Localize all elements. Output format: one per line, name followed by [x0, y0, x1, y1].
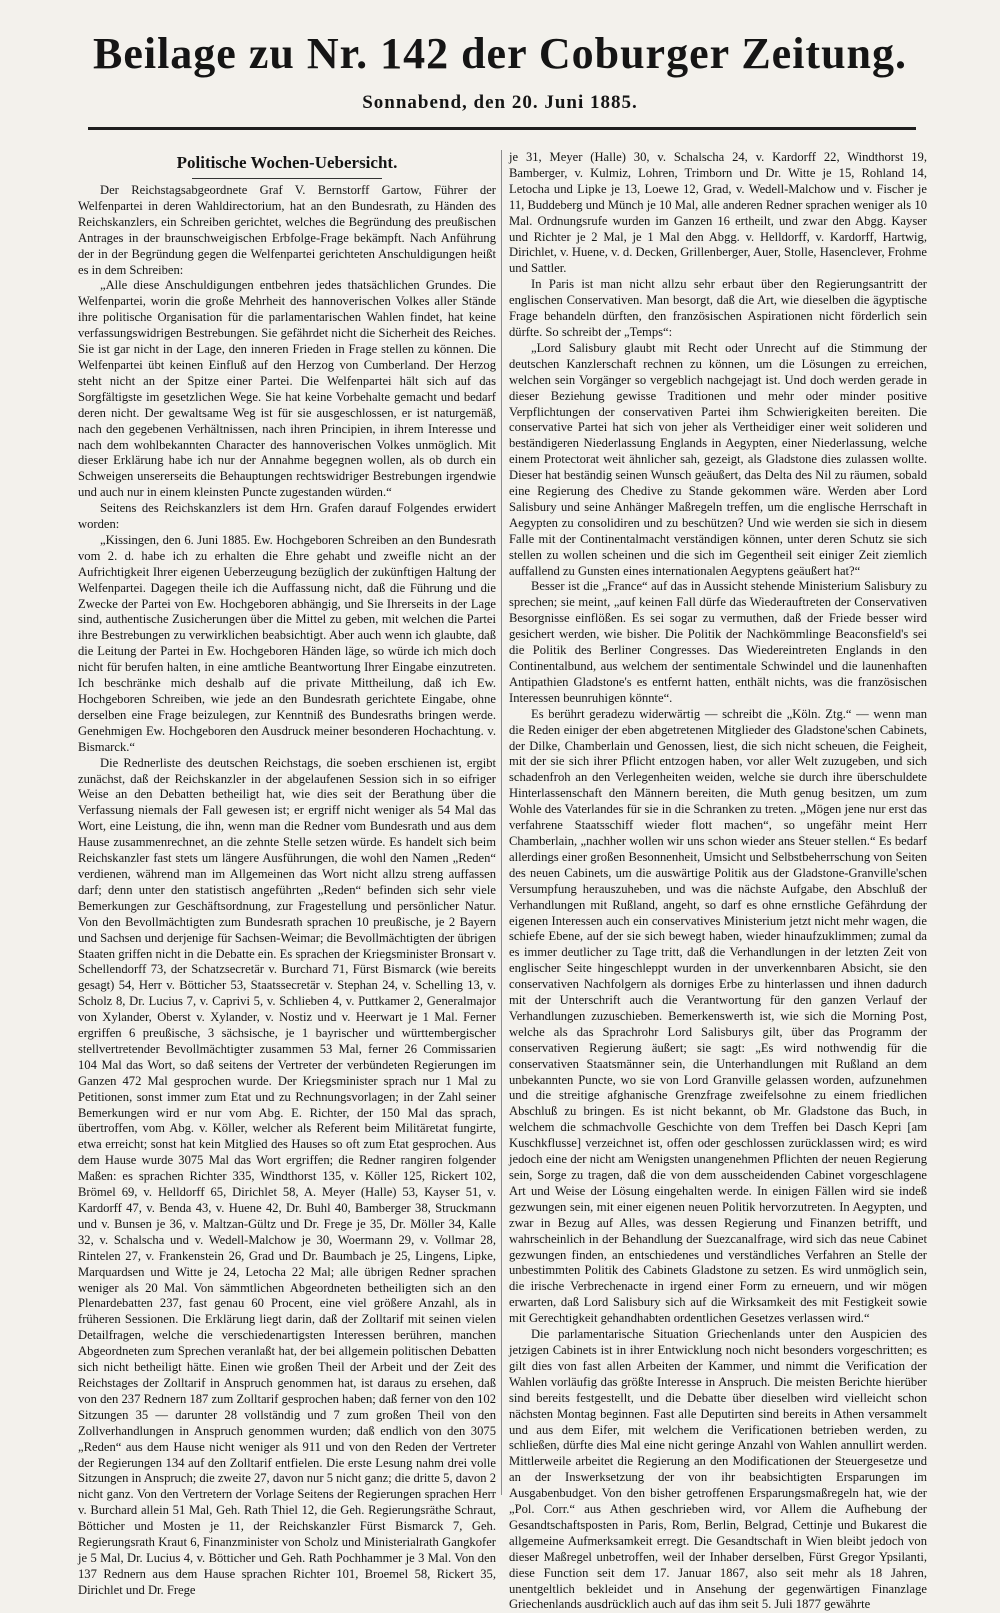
masthead-date: Sonnabend, den 20. Juni 1885. [362, 92, 638, 113]
article-paragraph: Seitens des Reichskanzlers ist dem Hrn. Grafen darauf Folgendes erwidert worden: [78, 501, 496, 532]
column-divider [501, 150, 502, 1495]
article-paragraph: „Alle diese Anschuldigungen entbehren jedes thatsächlichen Grundes. Die Welfenpartei, worin die große Mehrheit des hannoverischen Volkes aller Stände ihre politische Organisation für die parlamentarischen Wahlen findet, hat keine verfassungswidrigen Bestrebungen. Sie gefährdet nicht die Sicherheit des Reiches. Sie ist gar nicht in der Lage, den inneren Frieden in Frage stellen zu können. Die Welfenpartei übt keinen Einfluß auf den Herzog von Cumberland. Der Herzog steht nicht an der Spitze einer Partei. Die Welfenpartei hält sich auf das Sorgfältigste im gesetzlichen Wege. Sie hat keine Vorbehalte gemacht und bedarf deren nicht. Der gewaltsame Weg ist für sie ausgeschlossen, er ist naturgemäß, nach den gegebenen Verhältnissen, nach ihren Principien, in ihrem Interesse und nach dem wohlbekannten Character des hannoverischen Volkes unmöglich. Mit dieser Erklärung habe ich nur der Annahme begegnen wollen, als ob durch ein Schweigen unsererseits die Behauptungen rechtswidriger Bestrebungen irgendwie und auch nur in einem kleinsten Puncte zugestanden würden.“ [78, 278, 496, 500]
article-paragraph: Besser ist die „France“ auf das in Aussicht stehende Ministerium Salisbury zu sprechen; sie meint, „auf keinen Fall dürfe das Wiederauftreten der Conservativen Besorgnisse einflößen. Es sei sogar zu vermuthen, daß der Friede besser wird gesichert werden, wie bisher. Die Politik der Nachkömmlinge Beaconsfield's sei die Politik des Berliner Congresses. Das Wiedereintreten Englands in den Continentalbund, aus welchem der sentimentale Schwindel und die launenhaften Antipathien Gladstone's es entfernt hatten, enthält nichts, was die französischen Interessen beunruhigen könnte“. [509, 579, 927, 705]
article-paragraph: Der Reichstagsabgeordnete Graf V. Bernstorff Gartow, Führer der Welfenpartei in deren Wahldirectorium, hat an den Bundesrath, zu Händen des Reichskanzlers, ein Schreiben gerichtet, welches die Begründung des preußischen Antrages in der braunschweigischen Erbfolge-Frage bekämpft. Nach Anführung der in der Begründung gegen die Welfenpartei gerichteten Anschuldigungen heißt es in dem Schreiben: [78, 183, 496, 277]
section-heading: Politische Wochen-Uebersicht. [176, 153, 398, 172]
article-paragraph: „Kissingen, den 6. Juni 1885. Ew. Hochgeboren Schreiben an den Bundesrath vom 2. d. habe ich zu erhalten die Ehre gehabt und zweifle nicht an der Aufrichtigkeit Ihrer eigenen Ueberzeugung bezüglich der zukünftigen Haltung der Welfenpartei. Dagegen theile ich die Auffassung nicht, daß die Führung und die Zwecke der Partei von Ew. Hochgeboren abhängig, und Sie Ihrerseits in der Lage sind, authentische Zusicherungen über die Mittel zu geben, mit welchen die Partei ihre Bestrebungen zu verwirklichen beabsichtigt. Aber auch wenn ich glaubte, daß die Leitung der Partei in Ew. Hochgeboren Händen läge, so würde ich mich doch nicht für berufen halten, in eine amtliche Beantwortung Ihrer Eingabe einzutreten. Ich beschränke mich deshalb auf die private Mittheilung, daß ich Ew. Hochgeboren Schreiben, wie jede an den Bundesrath gerichtete Eingabe, ohne derselben eine Frage beizulegen, zur Kenntniß des Bundesraths bringen werde. Genehmigen Ew. Hochgeboren den Ausdruck meiner besonderen Hochachtung. v. Bismarck.“ [78, 532, 496, 754]
article-paragraph: je 31, Meyer (Halle) 30, v. Schalscha 24, v. Kardorff 22, Windthorst 19, Bamberger, v. Kulmiz, Lohren, Trimborn und Dr. Witte je 15, Rohland 14, Letocha und Lipke je 13, Loewe 12, Grad, v. Wedell-Malchow und v. Fischer je 11, Buddeberg und Münch je 10 Mal, alle anderen Redner sprachen weniger als 10 Mal. Ordnungsrufe wurden im Ganzen 16 ertheilt, und zwar den Abgg. Kayser und Richter je 2 Mal, je 1 Mal den Abgg. v. Helldorff, v. Kardorff, Hartwig, Dirichlet, v. Huene, v. d. Decken, Grillenberger, Auer, Stolle, Hasenclever, Frohme und Sattler. [509, 150, 927, 276]
article-paragraph: Es berührt geradezu widerwärtig — schreibt die „Köln. Ztg.“ — wenn man die Reden einiger der eben abgetretenen Mitglieder des Gladstone'schen Cabinets, der Dilke, Chamberlain und Genossen, liest, die sich nicht scheuen, die Feigheit, mit der sie sich ihrer Pflicht entzogen haben, vor aller Welt zuzugeben, und sich schadenfroh an den Verlegenheiten weiden, welche sie durch ihre überschuldete Hinterlassenschaft den Männern bereiten, die Muth genug besitzen, um zum Wohle des Vaterlandes für sie in die Schranken zu treten. „Mögen jene nur erst das verfahrene Staatsschiff wieder flott machen“, so ungefähr meint Herr Chamberlain, „nachher wollen wir uns schon wieder ans Steuer stellen.“ Es bedarf allerdings einer großen Besonnenheit, Umsicht und Selbstbeherrschung von Seiten des neuen Cabinets, um die auswärtige Politik aus der Gladstone-Granville'schen Versumpfung herauszuheben, und was die nächste Aufgabe, den Abschluß der Verhandlungen mit Rußland, angeht, so darf es ohne ernstliche Gefährdung der eigenen Interessen auch ein conservatives Ministerium jetzt nicht mehr wagen, die schiefe Ebene, auf der sie sich bewegt haben, wieder hinaufzuklimmen; zumal da es immer deutlicher zu Tage tritt, daß die Verhandlungen in der letzten Zeit von englischer Seite hingeschleppt wurden in der unverkennbaren Absicht, sie den conservativen Nachfolgern als dorniges Erbe zu hinterlassen und ihnen dadurch mit der Unterschrift auch die Verantwortung für den ganzen Verlauf der Verhandlungen zuzuschieben. Bemerkenswerth ist, wie sich die Morning Post, welche als das Sprachrohr Lord Salisburys gilt, über das Programm der conservativen Regierung äußert; sie sagt: „Es wird nothwendig für die conservativen Staatsmänner sein, die Unterhandlungen mit Rußland an dem unbekannten Puncte, wo sie von Lord Granville gelassen worden, aufzunehmen und die streitige afghanische Grenzfrage zweifelsohne zu einem friedlichen Abschluß zu bringen. Es ist nicht bekannt, ob Mr. Gladstone das Buch, in welchem die schmachvolle Geschichte von dem Treffen bei Dasch Kepri [am Kuschkflusse] verzeichnet ist, offen oder geschlossen zurücklassen wird; es wird jedoch eine der nicht am Wenigsten unangenehmen Pflichten der neuen Regierung sein, Sorge zu tragen, daß die von dem ausscheidenden Cabinet vorgeschlagene Art und Weise der Lösung eingehalten werde. In einigen Fällen wird sie indeß gezwungen sein, mit einer eigenen neuen Politik hervorzutreten. In Aegypten, und zwar in Bezug auf Alles, was dessen Regierung und Finanzen betrifft, und wahrscheinlich in der Behandlung der Suezcanalfrage, wird sich das neue Cabinet gezwungen finden, an entschiedenes und verständliches Verfahren an Stelle der unbestimmten Politik des Cabinets Gladstone zu setzen. Es wird unmöglich sein, die irische Verbrechenacte in irgend einer Form zu erneuern, und wir mögen erwarten, daß Lord Salisbury sich auf die Wirksamkeit des mit Festigkeit sowie mit Gerechtigkeit gehandhabten ordentlichen Gesetzes verlassen wird.“ [509, 706, 927, 1326]
masthead-rule [88, 127, 916, 130]
right-column [509, 150, 927, 1612]
article-paragraph: „Lord Salisbury glaubt mit Recht oder Unrecht auf die Stimmung der deutschen Kanzlerschaft rechnen zu können, um die Lösungen zu erreichen, welchen sein Vorgänger so vergeblich nachgejagt ist. Und doch werden gerade in dieser Beziehung gewisse Traditionen und mehr oder minder positive Verpflichtungen der conservativen Partei ihm Schwierigkeiten bereiten. Die conservative Partei hat sich von jeher als Vertheidiger einer weit solideren und beständigeren Niederlassung Englands in Aegypten, einer Niederlassung, welche einem Protectorat weit ähnlicher sah, gezeigt, als Gladstone dies zulassen wollte. Dieser hat beständig seinen Wunsch geäußert, das Delta des Nil zu räumen, sobald eine Regierung des Chedive zu Stande gekommen wäre. Werden aber Lord Salisbury und seine Anhänger Maßregeln treffen, um die englische Herrschaft in Aegypten zu consolidiren und zu beschützen? Und wie werden sie sich in diesem Falle mit der Continentalmacht verständigen können, unter deren Schutz sie sich stellen zu wollen scheinen und die sich im Gegentheil seit einiger Zeit ziemlich auffallend zu Gunsten eines internationalen Aegyptens geäußert hat?“ [509, 340, 927, 578]
heading-rule [192, 178, 382, 179]
article-paragraph: In Paris ist man nicht allzu sehr erbaut über den Regierungsantritt der englischen Conservativen. Man besorgt, daß die Art, wie dieselben die ägyptische Frage behandeln dürften, den französischen Aspirationen nicht förderlich sein dürfte. So schreibt der „Temps“: [509, 277, 927, 339]
left-column [78, 150, 496, 1597]
masthead-title: Beilage zu Nr. 142 der Coburger Zeitung. [92, 29, 908, 78]
article-paragraph: Die parlamentarische Situation Griechenlands unter den Auspicien des jetzigen Cabinets ist in ihrer Entwicklung noch nicht besonders vorgeschritten; es gilt dies von fast allen Arbeiten der Kammer, und nimmt die Verification der Wahlen vorläufig das größte Interesse in Anspruch. Die meisten Berichte hierüber sind bereits festgestellt, und die Debatte über dieselben wird vielleicht schon nächsten Montag beginnen. Fast alle Deputirten sind bereits in Athen versammelt und aus dem Eifer, mit welchem die Verificationen betrieben werden, zu schließen, dürfte dies Mal eine nicht geringe Anzahl von Wahlen annullirt werden. Mittlerweile arbeitet die Regierung an den Modificationen der Steuergesetze und an der Inswerksetzung der von ihr beabsichtigten Ersparungen im Ausgabenbudget. Von den bisher getroffenen Ersparungsmaßregeln hat, wie der „Pol. Corr.“ aus Athen geschrieben wird, vor Allem die Aufhebung der Gesandtschaftsposten in Paris, Rom, Berlin, Belgrad, Cettinje und Bukarest die allgemeine Aufmerksamkeit erregt. Die Gesandtschaft in Wien bleibt jedoch von dieser Maßregel unbetroffen, weil der Inhaber derselben, Fürst Gregor Ypsilanti, diese Function seit dem 17. Januar 1867, also seit mehr als 18 Jahren, unentgeltlich bekleidet und in Ansehung der gegenwärtigen Finanzlage Griechenlands ausdrücklich auch auf das ihm seit 5. Juli 1877 gewährte [509, 1327, 927, 1612]
article-paragraph: Die Rednerliste des deutschen Reichstags, die soeben erschienen ist, ergibt zunächst, daß der Reichskanzler in der abgelaufenen Session sich in so eifriger Weise an den Debatten betheiligt hat, wie dies seit der Berathung über die Verfassung niemals der Fall gewesen ist; er ergriff nicht weniger als 54 Mal das Wort, eine Leistung, die ihn, wenn man die Redner vom Bundesrath und aus dem Hause zusammenrechnet, an die zehnte Stelle setzen würde. Es handelt sich beim Reichskanzler fast stets um längere Ausführungen, die wohl den Namen „Reden“ verdienen, während man im Allgemeinen das Wort nicht allzu streng auffassen darf; denn unter den statistisch angeführten „Reden“ befinden sich sehr viele Bemerkungen zur Geschäftsordnung, zur Fragestellung und persönlicher Natur. Von den Bevollmächtigten zum Bundesrath sprachen 10 preußische, je 2 Bayern und Sachsen und derjenige für Sachsen-Weimar; die Bevollmächtigten der übrigen Staaten griffen nicht in die Debatte ein. Es sprachen der Kriegsminister Bronsart v. Schellendorff 73, der Schatzsecretär v. Burchard 71, Fürst Bismarck (wie bereits gesagt) 54, Herr v. Bötticher 53, Staatssecretär v. Stephan 24, v. Schelling 13, v. Scholz 8, Dr. Lucius 7, v. Caprivi 5, v. Schlieben 4, v. Puttkamer 2, Generalmajor von Xylander, Oberst v. Xylander, v. Nostiz und v. Heerwart je 1 Mal. Ferner ergriffen 6 preußische, 3 sächsische, je 1 bayrischer und württembergischer stellvertretender Bevollmächtigter zusammen 53 Mal, ferner 26 Commissarien 104 Mal das Wort, so daß seitens der Vertreter der verbündeten Regierungen im Ganzen 472 Mal gesprochen wurde. Der Kriegsminister sprach nur 1 Mal zu Petitionen, sonst immer zum Etat und zu Rechnungsvorlagen; in der Zahl seiner Bemerkungen wird er nur vom Abg. E. Richter, der 150 Mal das sprach, übertroffen, vom Abg. v. Köller, welcher als Referent beim Militäretat fungirte, etwa erreicht; sonst hat kein Mitglied des Hauses so oft zum Etat gesprochen. Aus dem Hause wurde 3075 Mal das Wort ergriffen; die Redner rangiren folgender Maßen: es sprachen Richter 335, Windthorst 135, v. Köller 125, Rickert 102, Brömel 69, v. Helldorff 65, Dirichlet 58, A. Meyer (Halle) 53, Kayser 51, v. Kardorff 47, v. Benda 43, v. Huene 42, Dr. Buhl 40, Bamberger 38, Struckmann und v. Bunsen je 36, v. Maltzan-Gültz und Dr. Frege je 35, Dr. Möller 34, Kalle 32, v. Schalscha und v. Wedell-Malchow je 30, Woermann 29, v. Vollmar 28, Rintelen 27, v. Frankenstein 26, Grad und Dr. Baumbach je 25, Lingens, Lipke, Marquardsen und Witte je 24, Letocha 22 Mal; alle übrigen Redner sprachen weniger als 20 Mal. Von sämmtlichen Abgeordneten betheiligten sich an den Plenardebatten 237, fast genau 60 Procent, eine viel größere Anzahl, als in früheren Sessionen. Die Erklärung liegt darin, daß der Zolltarif mit seinen vielen Detailfragen, welche die verschiedenartigsten Interessen berühren, manchen Abgeordneten zum Sprechen veranlaßt hat, der bei allgemein politischen Debatten sich nicht betheiligt hätte. Einen wie großen Theil der Arbeit und der Zeit des Reichstages der Zolltarif in Anspruch genommen hat, ist daraus zu ersehen, daß von den 237 Rednern 187 zum Zolltarif gesprochen haben; daß ferner von den 102 Sitzungen 35 — darunter 28 vollständig und 7 zum großen Theil von den Zollverhandlungen in Anspruch genommen wurden; daß endlich von den 3075 „Reden“ aus dem Hause nicht weniger als 911 und von den Reden der Vertreter der Regierungen 134 auf den Zolltarif entfielen. Die erste Lesung nahm drei volle Sitzungen in Anspruch; die zweite 27, davon nur 5 nicht ganz; die dritte 5, davon 2 nicht ganz. Von den Vertretern der Vorlage Seitens der Regierungen sprachen Herr v. Burchard allein 51 Mal, Geh. Rath Thiel 12, die Geh. Regierungsräthe Schraut, Bötticher und Mosten je 11, der Reichskanzler Fürst Bismarck 7, Geh. Regierungsrath Kraut 6, Finanzminister von Scholz und Ministerialrath Gangkofer je 5 Mal, Dr. Lucius 4, v. Bötticher und Geh. Rath Pochhammer je 3 Mal. Von den 137 Rednern aus dem Hause sprachen Richter 101, Broemel 58, Rickert 35, Dirichlet und Dr. Frege [78, 755, 496, 1597]
